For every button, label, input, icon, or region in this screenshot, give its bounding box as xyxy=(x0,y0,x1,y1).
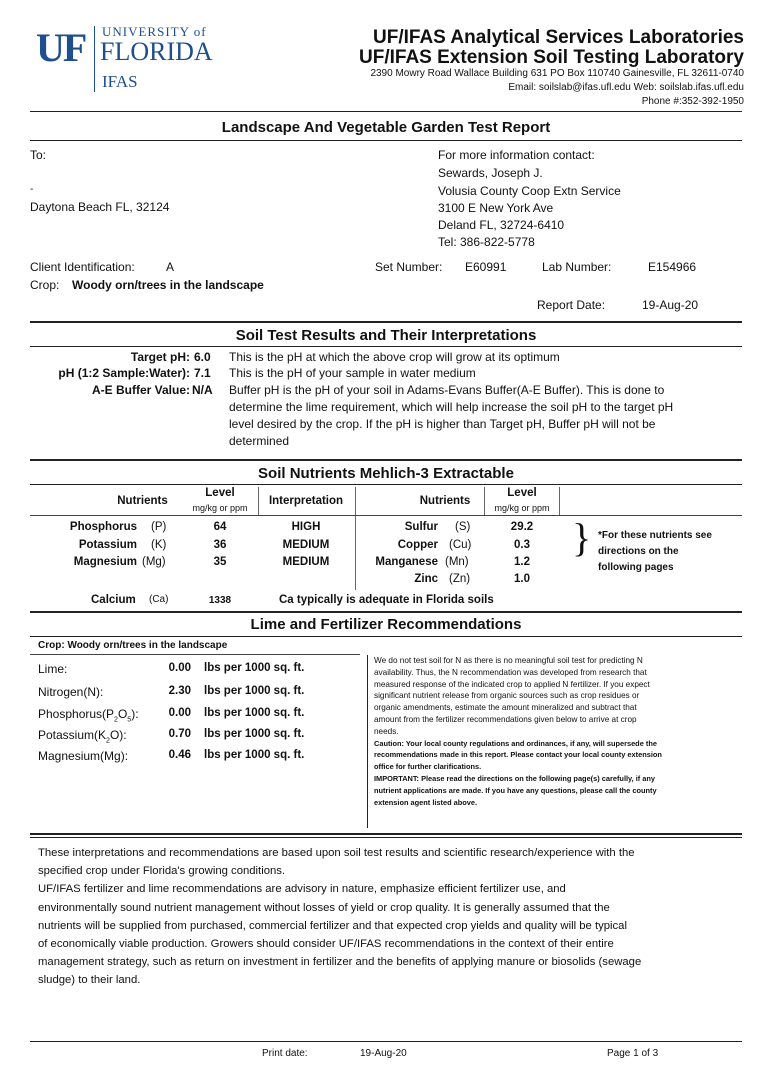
disclaimer-line: These interpretations and recommendations are based upon soil test results and scientific research/experience with the xyxy=(38,847,635,859)
crop-label: Crop: xyxy=(30,278,60,292)
lime-value: 0.00 xyxy=(168,662,191,674)
print-date-value: 19-Aug-20 xyxy=(360,1048,407,1059)
potassium-unit: lbs per 1000 sq. ft. xyxy=(204,728,305,740)
set-number-value: E60991 xyxy=(465,260,507,274)
nitrogen-unit: lbs per 1000 sq. ft. xyxy=(204,685,305,697)
potassium-label-visual: $Potassium(K_2O)$: xyxy=(38,728,127,745)
nutrient-name: Manganese xyxy=(375,556,438,568)
nutrients-rule xyxy=(30,484,742,485)
logo-florida-text: FLORIDA xyxy=(100,37,213,66)
nutrients-header-rule xyxy=(30,515,742,516)
brace-note-3: following pages xyxy=(598,562,674,573)
nutrient-level: 35 xyxy=(213,556,227,568)
important-line: extension agent listed above. xyxy=(374,797,478,807)
nutrient-name: Sulfur xyxy=(404,521,438,533)
col-divider-3 xyxy=(484,487,485,515)
nutrient-symbol: (Mn) xyxy=(445,556,469,568)
calcium-note: Ca typically is adequate in Florida soils xyxy=(279,594,494,606)
col-nutrients-right: Nutrients xyxy=(419,495,471,507)
brace-note-2: directions on the xyxy=(598,546,679,557)
crop-value: Woody orn/trees in the landscape xyxy=(72,278,264,292)
disclaimer-line: of economically viable production. Growers should consider UF/IFAS recommendations in the context of their entire xyxy=(38,938,614,951)
nutrient-interp: MEDIUM xyxy=(282,556,330,568)
nutrients-title: Soil Nutrients Mehlich-3 Extractable xyxy=(258,465,514,482)
nutrient-level: 29.2 xyxy=(510,521,534,533)
client-id-value: A xyxy=(166,260,175,274)
lime-top-rule xyxy=(30,611,742,613)
nutrient-name: Copper xyxy=(397,539,438,551)
soil-results-title: Soil Test Results and Their Interpretations xyxy=(235,327,537,344)
ph-desc: This is the pH of your sample in water medium xyxy=(229,366,476,380)
set-number-label: Set Number: xyxy=(375,260,443,274)
col-divider-4 xyxy=(559,487,560,515)
logo-divider xyxy=(94,26,95,92)
lime-crop-underline xyxy=(30,654,360,655)
to-city: Daytona Beach FL, 32124 xyxy=(30,200,170,214)
disclaimer-line: management strategy, such as return on investment in fertilizer and the benefits of applying manure or biosolids (sewage xyxy=(38,956,642,969)
contact-name: Sewards, Joseph J. xyxy=(438,166,543,180)
lime-rule xyxy=(30,636,742,637)
lab-address: 2390 Mowry Road Wallace Building 631 PO Box 110740 Gainesville, FL 32611-0740 xyxy=(370,68,744,79)
lime-title: Lime and Fertilizer Recommendations xyxy=(250,616,522,633)
report-date-value: 19-Aug-20 xyxy=(642,298,699,312)
contact-tel: Tel: 386-822-5778 xyxy=(438,235,535,249)
buffer-desc-3: level desired by the crop. If the pH is higher than Target pH, Buffer pH will not be xyxy=(229,417,656,431)
title-rule xyxy=(30,140,742,141)
disclaimer-text xyxy=(38,844,743,990)
lab-name-1: UF/IFAS Analytical Services Laboratories xyxy=(373,27,744,48)
nutrient-interp: MEDIUM xyxy=(282,539,330,551)
col-nutrients-left: Nutrients xyxy=(117,495,168,507)
nutrient-name: Zinc xyxy=(414,573,438,585)
lab-number-label: Lab Number: xyxy=(542,260,612,274)
col-level-right: Level xyxy=(507,487,537,499)
lab-name-2: UF/IFAS Extension Soil Testing Laboratory xyxy=(359,47,744,68)
buffer-desc-4: determined xyxy=(229,434,290,448)
footer-top-rule-2 xyxy=(30,837,742,838)
nutrient-symbol: (Cu) xyxy=(449,539,472,551)
lab-phone: Phone #:352-392-1950 xyxy=(641,96,744,107)
col-level-left: Level xyxy=(205,487,235,499)
contact-street: 3100 E New York Ave xyxy=(438,201,554,215)
note-line: availability. Thus, the N recommendation was developed from research that xyxy=(374,667,647,677)
logo-ifas-text: IFAS xyxy=(102,72,138,91)
col-interp: Interpretation xyxy=(268,495,344,507)
target-ph-value: 6.0 xyxy=(194,350,211,364)
buffer-value: N/A xyxy=(192,383,213,397)
nutrient-symbol: (Mg) xyxy=(142,556,166,568)
phosphorus-value: 0.00 xyxy=(168,707,191,719)
lime-note-divider xyxy=(367,655,368,828)
logo-uf-mark: UF xyxy=(36,25,86,70)
lime-crop-line: Crop: Woody orn/trees in the landscape xyxy=(38,640,228,651)
page-number: Page 1 of 3 xyxy=(607,1048,659,1059)
brace-note-1: *For these nutrients see xyxy=(598,530,712,541)
lab-email-web: Email: soilslab@ifas.ufl.edu Web: soilslab.ifas.ufl.edu xyxy=(508,82,744,93)
report-title: Landscape And Vegetable Garden Test Report xyxy=(221,119,551,136)
contact-heading: For more information contact: xyxy=(438,148,595,162)
report-date-label: Report Date: xyxy=(537,298,606,312)
logo-university-text: UNIVERSITY of xyxy=(102,24,207,39)
phosphorus-unit: lbs per 1000 sq. ft. xyxy=(204,707,305,719)
note-line: amount from the fertilizer recommendations given below to arrive at crop xyxy=(374,714,637,724)
magnesium-unit: lbs per 1000 sq. ft. xyxy=(204,749,305,761)
nutrient-symbol: (S) xyxy=(455,521,471,533)
footer-top-rule xyxy=(30,833,742,835)
nutrient-interp: HIGH xyxy=(291,521,321,533)
disclaimer-line: nutrients will be supplied from purchased, commercial fertilizer and that expected crop yields and quality will be typical xyxy=(38,919,627,932)
soil-results-rule xyxy=(30,346,742,347)
caution-line: recommendations made in this report. Please contact your local county extension xyxy=(374,750,662,760)
nutrient-level: 64 xyxy=(213,521,227,533)
buffer-desc-2: determine the lime requirement, which will help increase the soil pH to the target pH xyxy=(229,400,674,414)
soil-results-top-rule xyxy=(30,321,742,323)
note-line: We do not test soil for N as there is no meaningful soil test for predicting N xyxy=(374,656,643,665)
note-line: needs. xyxy=(374,726,399,736)
lab-number-value: E154966 xyxy=(648,260,697,274)
nitrogen-value: 2.30 xyxy=(168,685,191,697)
nutrient-name: Potassium xyxy=(78,539,137,551)
col-units-right: mg/kg or ppm xyxy=(494,503,550,513)
caution-line: Caution: Your local county regulations and ordinances, if any, will supersede the xyxy=(374,738,657,748)
buffer-label: A-E Buffer Value: xyxy=(91,383,190,397)
nutrient-symbol: (K) xyxy=(151,539,167,551)
potassium-value: 0.70 xyxy=(168,728,191,740)
header-rule xyxy=(30,111,742,112)
ph-label: pH (1:2 Sample:Water): xyxy=(58,366,190,380)
disclaimer-line: UF/IFAS fertilizer and lime recommendations are advisory in nature, emphasize efficient fertilizer use, and xyxy=(38,883,566,896)
page-footer-rule xyxy=(30,1041,742,1042)
client-id-label: Client Identification: xyxy=(30,260,135,274)
print-date-label: Print date: xyxy=(262,1048,308,1059)
nutrients-top-rule xyxy=(30,459,742,461)
nutrient-level: 0.3 xyxy=(514,539,530,551)
target-ph-desc: This is the pH at which the above crop will grow at its optimum xyxy=(229,350,560,364)
target-ph-label: Target pH: xyxy=(130,350,190,364)
lime-unit: lbs per 1000 sq. ft. xyxy=(204,662,305,674)
nutrient-level: 1.2 xyxy=(514,556,530,568)
disclaimer-line: sludge) to their land. xyxy=(38,974,141,987)
note-line: organic amendments, estimate the amount mineralized and subtract that xyxy=(374,703,637,713)
calcium-level: 1338 xyxy=(208,595,232,606)
magnesium-value: 0.46 xyxy=(168,749,191,761)
nutrient-symbol: (Zn) xyxy=(449,573,471,585)
col-units-left: mg/kg or ppm xyxy=(192,503,248,513)
disclaimer-line: environmentally sound nutrient management without losses of yield or crop quality. It is generally assumed that the xyxy=(38,901,610,914)
important-line: nutrient applications are made. If you have any questions, please call the county xyxy=(374,785,657,795)
nitrogen-label: Nitrogen(N): xyxy=(38,685,104,699)
note-line: significant nutrient release from organic sources such as crop residues or xyxy=(374,691,640,701)
nutrient-symbol: (P) xyxy=(151,521,167,533)
col-divider-1 xyxy=(258,487,259,515)
col-divider-2 xyxy=(355,487,356,590)
nutrient-name: Magnesium xyxy=(73,556,137,568)
nutrient-name: Phosphorus xyxy=(69,521,137,533)
nutrient-level: 36 xyxy=(213,539,227,551)
caution-line: office for further clarifications. xyxy=(374,762,482,772)
lime-notes xyxy=(374,655,742,808)
disclaimer-line: specified crop under Florida's growing conditions. xyxy=(38,865,286,878)
contact-city: Deland FL, 32724-6410 xyxy=(438,218,565,232)
calcium-name: Calcium xyxy=(91,594,136,606)
magnesium-label: Magnesium(Mg): xyxy=(38,749,129,763)
important-line: IMPORTANT: Please read the directions on the following page(s) carefully, if any xyxy=(374,773,656,783)
lime-label: Lime: xyxy=(38,662,68,676)
contact-office: Volusia County Coop Extn Service xyxy=(438,184,621,198)
to-label: To: xyxy=(30,148,47,162)
nutrient-level: 1.0 xyxy=(514,573,530,585)
note-line: measured response of the indicated crop to applied N fertilizer. If you expect xyxy=(374,679,650,689)
phosphorus-label-visual: $Phosphorus(P_2O_5)$: xyxy=(38,707,139,724)
ph-value: 7.1 xyxy=(194,366,211,380)
to-dash: - xyxy=(30,184,34,195)
buffer-desc-1: Buffer pH is the pH of your soil in Adams-Evans Buffer(A-E Buffer). This is done to xyxy=(229,383,665,397)
brace-icon: } xyxy=(572,515,592,560)
uf-ifas-logo xyxy=(36,24,251,96)
calcium-symbol: (Ca) xyxy=(149,594,169,605)
